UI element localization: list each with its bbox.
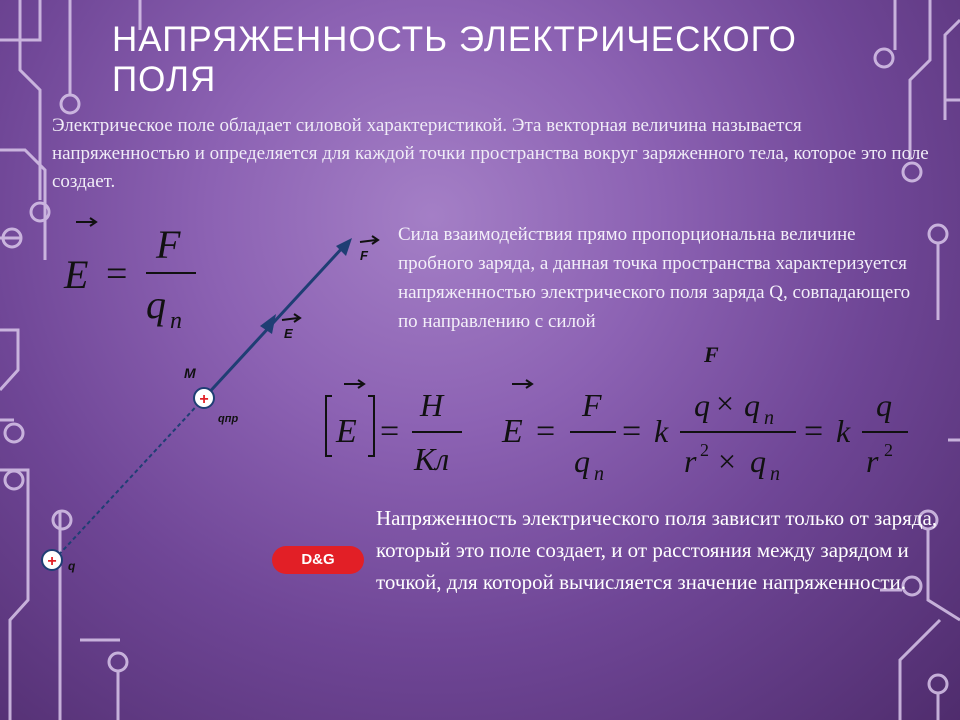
chain-eq2: = [622,413,642,450]
formula-chain [498,378,918,488]
force-symbol: F [704,342,719,367]
formula-units-eq: = [380,413,400,450]
chain-f2-num-qn-sub: n [764,407,774,429]
chain-k2: k [836,413,851,449]
formula-main-eq: = [106,253,128,295]
chain-f2-den-times: × [718,443,737,479]
chain-f1-num: F [582,387,602,423]
field-arrow-mid [260,314,276,334]
source-charge-sign: + [47,553,57,570]
slide-title: НАПРЯЖЕННОСТЬ ЭЛЕКТРИЧЕСКОГО ПОЛЯ [112,20,797,99]
label-q: q [68,559,76,573]
brand-badge: D&G [272,546,364,574]
formula-main-den-base: q [146,282,166,327]
chain-f2-num-qn: q [744,387,760,423]
chain-f2-den-qn: q [750,443,766,479]
label-F: F [360,248,368,263]
formula-main-lhs: E [64,252,89,297]
label-qpr: qпр [218,413,239,425]
chain-f3-den-r: r [866,443,879,479]
conclusion-paragraph: Напряженность электрического поля зависит только от заряда, который это поле создает, и от расстояния между зарядом и точкой, для которой вычисляется значение напряженности. [376,506,938,594]
chain-lhs: E [502,413,523,450]
chain-f2-den-pow: 2 [700,440,709,460]
formula-units [320,378,480,488]
chain-k1: k [654,413,669,449]
chain-f2-num-q: q [694,387,710,423]
chain-f2-times: × [716,385,735,421]
formula-main-den-sub: n [170,308,182,334]
formula-units-num: Н [420,387,444,423]
test-charge-sign: + [199,391,209,408]
chain-f3-num: q [876,387,892,423]
chain-f1-den-sub: n [594,463,604,485]
vector-arrow-E [76,218,96,226]
formula-main-num: F [156,222,181,267]
chain-f1-den-base: q [574,443,590,479]
formula-units-lhs: E [336,413,357,450]
chain-f2-den-qn-sub: n [770,463,780,485]
formula-units-den: Кл [414,441,450,477]
label-E: E [284,326,293,341]
chain-f3-den-pow: 2 [884,440,893,460]
chain-eq1: = [536,413,556,450]
label-M: M [184,365,196,381]
right-paragraph: Сила взаимодействия прямо пропорциональна величине пробного заряда, а данная точка пространства характеризуется напряженностью электрического поля заряда Q, совпадающего по направлению с силой [398,224,911,332]
chain-f2-den-r: r [684,443,697,479]
intro-paragraph: Электрическое поле обладает силовой характеристикой. Эта векторная величина называется напряженностью и определяется для каждой точки пространства вокруг заряженного тела, которое это поле создает. [52,115,929,192]
chain-eq3: = [804,413,824,450]
